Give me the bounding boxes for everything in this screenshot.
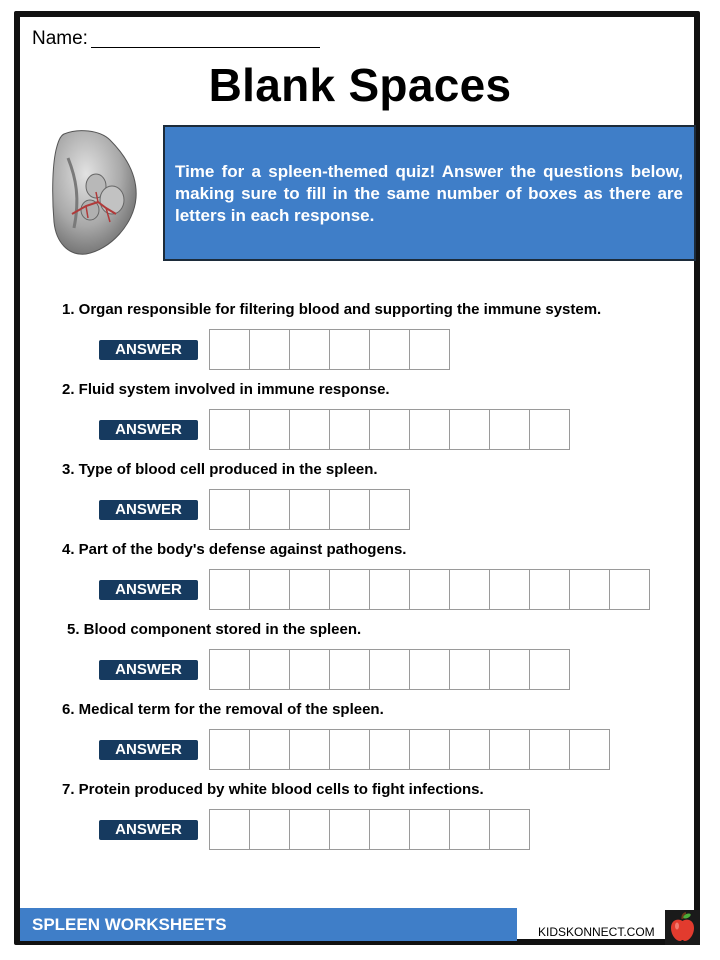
letter-box[interactable] xyxy=(210,810,250,850)
spleen-illustration xyxy=(50,128,140,256)
letter-box[interactable] xyxy=(450,570,490,610)
letter-box[interactable] xyxy=(210,570,250,610)
letter-box[interactable] xyxy=(330,650,370,690)
letter-box[interactable] xyxy=(250,650,290,690)
letter-box[interactable] xyxy=(490,730,530,770)
instructions-text: Time for a spleen-themed quiz! Answer the questions below, making sure to fill in the same number of boxes as there are letters in each response. xyxy=(175,162,683,225)
letter-box[interactable] xyxy=(370,410,410,450)
letter-box[interactable] xyxy=(330,330,370,370)
answer-label-4: ANSWER xyxy=(99,580,198,600)
letter-box[interactable] xyxy=(210,410,250,450)
letter-box[interactable] xyxy=(210,490,250,530)
letter-box[interactable] xyxy=(410,330,450,370)
name-field[interactable] xyxy=(91,47,320,48)
letter-box[interactable] xyxy=(450,810,490,850)
letter-box[interactable] xyxy=(410,570,450,610)
letter-box[interactable] xyxy=(250,490,290,530)
letter-box[interactable] xyxy=(210,650,250,690)
letter-box[interactable] xyxy=(450,730,490,770)
letter-box[interactable] xyxy=(250,570,290,610)
letter-box[interactable] xyxy=(290,810,330,850)
letter-box[interactable] xyxy=(330,570,370,610)
apple-logo xyxy=(665,910,700,945)
letter-box[interactable] xyxy=(530,570,570,610)
letter-box[interactable] xyxy=(290,570,330,610)
answer-boxes-1[interactable] xyxy=(209,329,450,370)
letter-box[interactable] xyxy=(250,730,290,770)
footer-bar xyxy=(20,908,517,941)
letter-box[interactable] xyxy=(370,330,410,370)
letter-box[interactable] xyxy=(330,730,370,770)
letter-box[interactable] xyxy=(530,410,570,450)
letter-box[interactable] xyxy=(290,650,330,690)
letter-box[interactable] xyxy=(210,730,250,770)
letter-box[interactable] xyxy=(330,490,370,530)
letter-box[interactable] xyxy=(250,810,290,850)
question-6: 6. Medical term for the removal of the spleen. xyxy=(62,701,384,718)
instructions-box xyxy=(163,125,696,261)
letter-box[interactable] xyxy=(370,730,410,770)
letter-box[interactable] xyxy=(490,570,530,610)
answer-label-7: ANSWER xyxy=(99,820,198,840)
answer-label-5: ANSWER xyxy=(99,660,198,680)
letter-box[interactable] xyxy=(370,490,410,530)
answer-boxes-4[interactable] xyxy=(209,569,650,610)
letter-box[interactable] xyxy=(490,650,530,690)
answer-label-1: ANSWER xyxy=(99,340,198,360)
question-1: 1. Organ responsible for filtering blood and supporting the immune system. xyxy=(62,301,602,318)
letter-box[interactable] xyxy=(530,730,570,770)
question-4: 4. Part of the body's defense against pathogens. xyxy=(62,541,407,558)
letter-box[interactable] xyxy=(330,410,370,450)
letter-box[interactable] xyxy=(370,810,410,850)
letter-box[interactable] xyxy=(250,410,290,450)
letter-box[interactable] xyxy=(410,650,450,690)
page-title: Blank Spaces xyxy=(208,59,512,111)
question-3: 3. Type of blood cell produced in the spleen. xyxy=(62,461,378,478)
name-label: Name: xyxy=(32,28,88,49)
answer-boxes-6[interactable] xyxy=(209,729,610,770)
letter-box[interactable] xyxy=(330,810,370,850)
answer-label-6: ANSWER xyxy=(99,740,198,760)
brand-link[interactable]: KIDSKONNECT.COM xyxy=(538,925,655,939)
letter-box[interactable] xyxy=(370,570,410,610)
question-2: 2. Fluid system involved in immune response. xyxy=(62,381,390,398)
letter-box[interactable] xyxy=(370,650,410,690)
answer-boxes-2[interactable] xyxy=(209,409,570,450)
letter-box[interactable] xyxy=(210,330,250,370)
answer-boxes-5[interactable] xyxy=(209,649,570,690)
letter-box[interactable] xyxy=(610,570,650,610)
answer-boxes-7[interactable] xyxy=(209,809,530,850)
question-7: 7. Protein produced by white blood cells to fight infections. xyxy=(62,781,484,798)
letter-box[interactable] xyxy=(410,810,450,850)
answer-label-2: ANSWER xyxy=(99,420,198,440)
footer-title: SPLEEN WORKSHEETS xyxy=(32,915,227,934)
letter-box[interactable] xyxy=(570,730,610,770)
letter-box[interactable] xyxy=(250,330,290,370)
answer-boxes-3[interactable] xyxy=(209,489,410,530)
letter-box[interactable] xyxy=(450,410,490,450)
letter-box[interactable] xyxy=(410,730,450,770)
letter-box[interactable] xyxy=(570,570,610,610)
letter-box[interactable] xyxy=(490,410,530,450)
letter-box[interactable] xyxy=(290,730,330,770)
letter-box[interactable] xyxy=(290,410,330,450)
letter-box[interactable] xyxy=(290,490,330,530)
answer-label-3: ANSWER xyxy=(99,500,198,520)
apple-icon xyxy=(665,910,700,945)
letter-box[interactable] xyxy=(290,330,330,370)
letter-box[interactable] xyxy=(450,650,490,690)
letter-box[interactable] xyxy=(490,810,530,850)
letter-box[interactable] xyxy=(530,650,570,690)
letter-box[interactable] xyxy=(410,410,450,450)
question-5: 5. Blood component stored in the spleen. xyxy=(67,621,362,638)
